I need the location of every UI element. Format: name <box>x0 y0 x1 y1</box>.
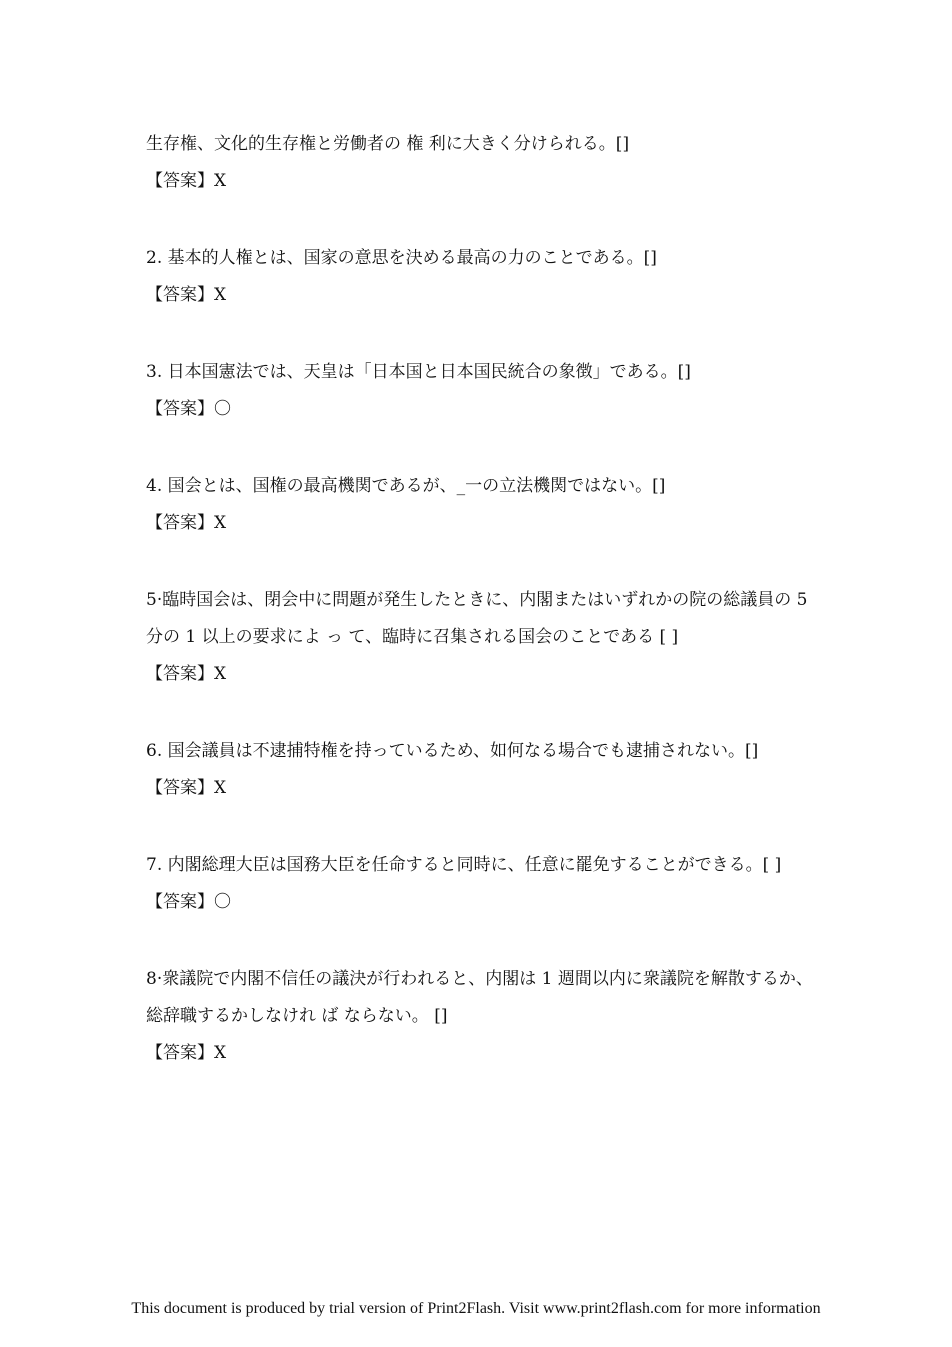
question-item <box>146 240 816 314</box>
answer-text: 【答案】X <box>146 664 227 684</box>
trial-watermark-footer: This document is produced by trial version of Print2Flash. Visit www.print2flash.com for more information <box>131 1300 821 1317</box>
question-text: 4. 国会とは、国権の最高機関であるが、_一の立法機関ではない。[] <box>146 476 666 496</box>
question-item <box>146 126 816 200</box>
question-item <box>146 582 816 693</box>
question-item <box>146 733 816 807</box>
question-text: 2. 基本的人権とは、国家の意思を決める最高の力のことである。[] <box>146 248 657 268</box>
answer-text: 【答案】X <box>146 171 227 191</box>
answer-text: 【答案】X <box>146 513 227 533</box>
question-text: 3. 日本国憲法では、天皇は「日本国と日本国民統合の象徴」である。[] <box>146 362 691 382</box>
answer-text: 【答案】〇 <box>146 399 231 419</box>
question-item <box>146 847 816 921</box>
question-text: 生存権、文化的生存権と労働者の 権 利に大きく分けられる。[] <box>146 134 630 154</box>
answer-text: 【答案】X <box>146 1043 227 1063</box>
question-text: 5·臨時国会は、閉会中に問題が発生したときに、内閣またはいずれかの院の総議員の 5 分の 1 以上の要求によ っ て、臨時に召集される国会のことである [ ] <box>146 590 808 647</box>
question-item <box>146 961 816 1072</box>
question-list <box>146 126 816 1112</box>
answer-text: 【答案】X <box>146 778 227 798</box>
question-text: 7. 内閣総理大臣は国務大臣を任命すると同時に、任意に罷免することができる。[ ] <box>146 855 782 875</box>
question-item <box>146 354 816 428</box>
question-text: 6. 国会議員は不逮捕特権を持っているため、如何なる場合でも逮捕されない。[] <box>146 741 759 761</box>
question-item <box>146 468 816 542</box>
answer-text: 【答案】X <box>146 285 227 305</box>
answer-text: 【答案】〇 <box>146 892 231 912</box>
question-text: 8·衆議院で内閣不信任の議決が行われると、内閣は 1 週間以内に衆議院を解散するか、総辞職するかしなけれ ば ならない。 [] <box>146 969 813 1026</box>
